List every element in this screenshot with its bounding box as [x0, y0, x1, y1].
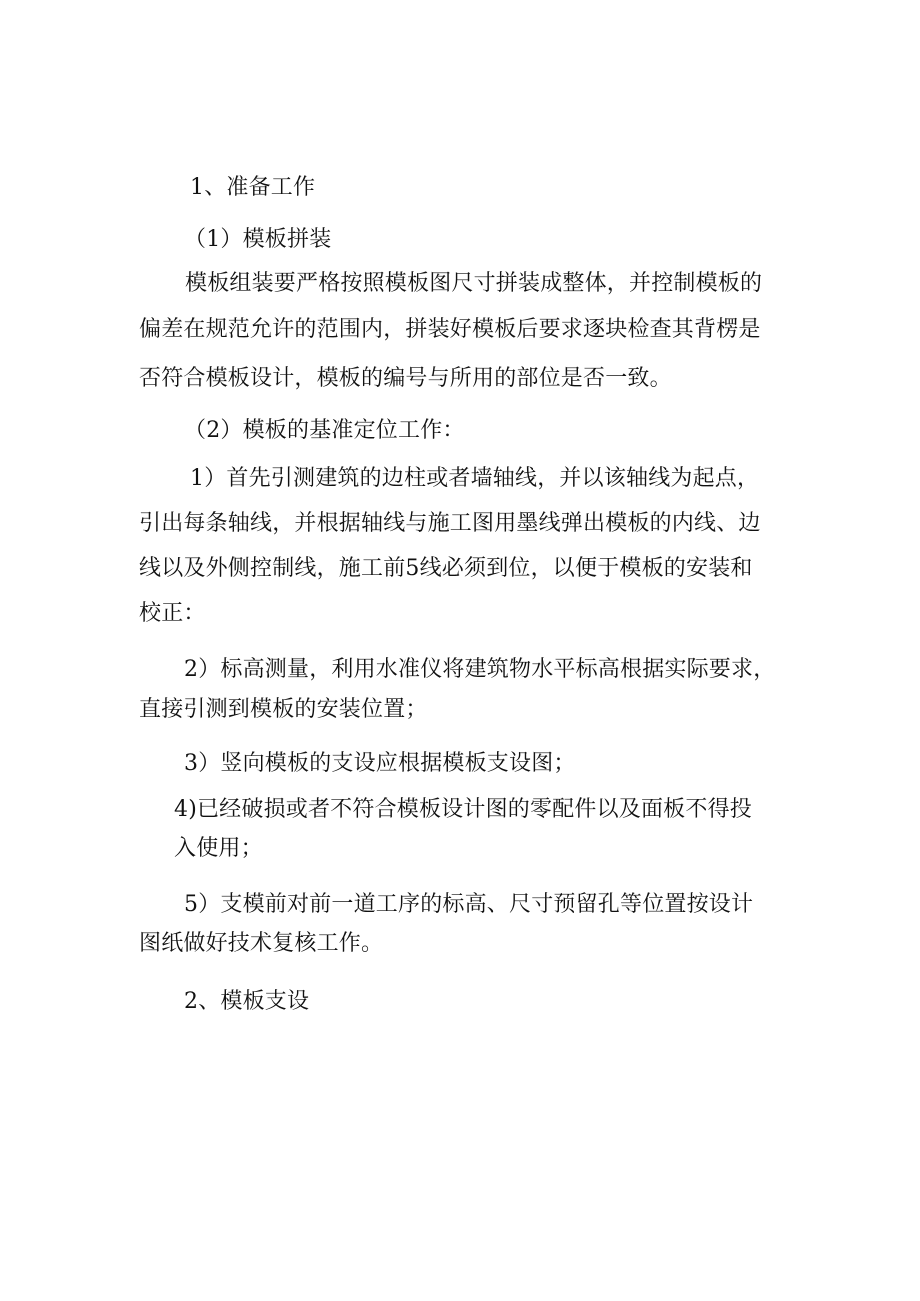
list-item-4-line: 4)已经破损或者不符合模板设计图的零配件以及面板不得投: [174, 797, 752, 822]
paragraph-line: 否符合模板设计，模板的编号与所用的部位是否一致。: [139, 366, 672, 391]
list-item-2-line: 2）标高测量，利用水准仪将建筑物水平标高根据实际要求，: [184, 657, 776, 682]
list-item-1-line: 1）首先引测建筑的边柱或者墙轴线，并以该轴线为起点，: [190, 466, 760, 491]
subsection-2-heading: （2）模板的基准定位工作：: [184, 418, 465, 443]
list-item-1-line: 引出每条轴线，并根据轴线与施工图用墨线弹出模板的内线、边: [139, 511, 761, 536]
list-item-1-line: 校正：: [139, 601, 206, 626]
list-item-4-line: 入使用；: [174, 836, 263, 861]
list-item-1-line: 线以及外侧控制线，施工前5线必须到位，以便于模板的安装和: [139, 556, 753, 581]
paragraph-line: 模板组装要严格按照模板图尺寸拼装成整体，并控制模板的: [185, 271, 763, 296]
paragraph-line: 偏差在规范允许的范围内，拼装好模板后要求逐块检查其背楞是: [139, 317, 761, 342]
list-item-5-line: 图纸做好技术复核工作。: [139, 931, 384, 956]
list-item-5-line: 5）支模前对前一道工序的标高、尺寸预留孔等位置按设计: [184, 892, 754, 917]
section-1-heading: 1、准备工作: [190, 175, 316, 200]
subsection-1-heading: （1）模板拼装: [184, 227, 332, 252]
section-2-heading: 2、模板支设: [184, 989, 310, 1014]
list-item-2-line: 直接引测到模板的安装位置；: [139, 697, 428, 722]
list-item-3-line: 3）竖向模板的支设应根据模板支设图；: [184, 751, 576, 776]
